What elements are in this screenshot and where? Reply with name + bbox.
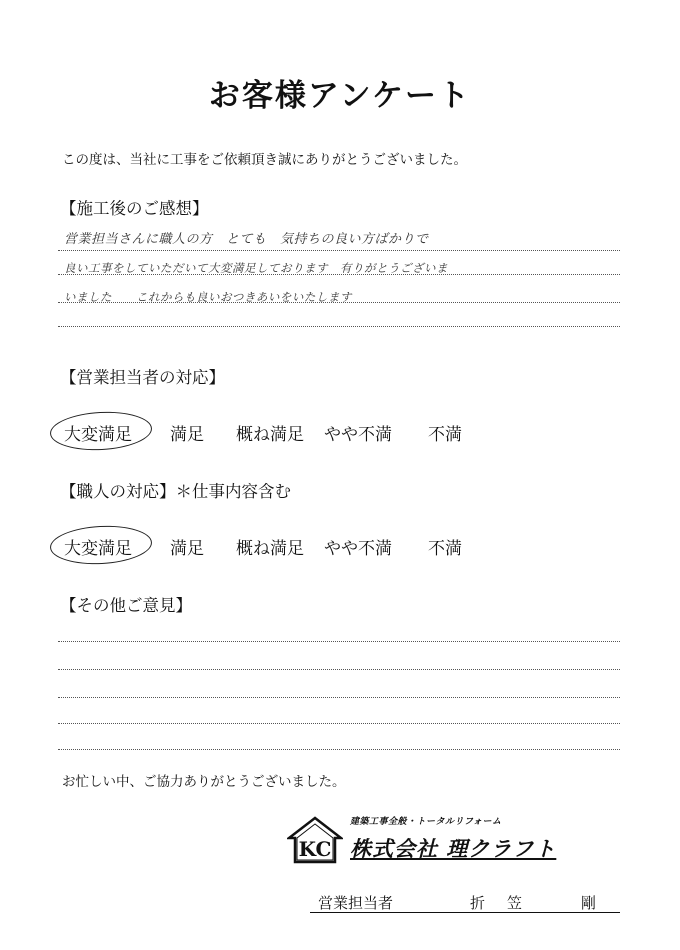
other-rule-2 (58, 669, 620, 670)
page-title: お客様アンケート (208, 78, 472, 114)
representative-label: 営業担当者 (318, 894, 394, 912)
logo-company-name: 株式会社 理クラフト (350, 837, 557, 861)
impressions-heading: 【施工後のご感想】 (60, 199, 209, 218)
sales-rep-option-satisfied[interactable]: 満足 (170, 425, 204, 445)
logo-tagline: 建築工事全般・トータルリフォーム (350, 817, 502, 827)
other-rule-3 (58, 697, 620, 698)
house-logo-icon (287, 816, 343, 864)
craftsman-option-very-satisfied[interactable]: 大変満足 (64, 539, 132, 559)
impressions-rule-2 (58, 274, 620, 275)
impressions-rule-4 (58, 326, 620, 327)
craftsman-option-dissatisfied[interactable]: 不満 (428, 539, 462, 559)
representative-name: 折笠 剛 (470, 894, 619, 912)
logo-mark-text: KC (298, 837, 332, 861)
signature-line (310, 912, 620, 913)
sales-rep-option-dissatisfied[interactable]: 不満 (428, 425, 462, 445)
craftsman-option-satisfied[interactable]: 満足 (170, 539, 204, 559)
handwritten-line-2: 良い工事をしていただいて大変満足しております 有りがとうございま (64, 261, 448, 275)
closing-text: お忙しい中、ご協力ありがとうございました。 (62, 774, 346, 790)
sales-rep-option-somewhat-dissatisfied[interactable]: やや不満 (324, 425, 392, 445)
sales-rep-heading: 【営業担当者の対応】 (60, 368, 225, 387)
handwritten-line-3: いました これからも良いおつきあいをいたします (64, 290, 352, 304)
other-rule-5 (58, 749, 620, 750)
sales-rep-option-mostly-satisfied[interactable]: 概ね満足 (236, 425, 304, 445)
craftsman-option-somewhat-dissatisfied[interactable]: やや不満 (324, 539, 392, 559)
handwritten-line-1: 営業担当さんに職人の方 とても 気持ちの良い方ばかりで (64, 232, 429, 247)
impressions-rule-1 (58, 250, 620, 251)
other-heading: 【その他ご意見】 (60, 596, 192, 615)
other-rule-4 (58, 723, 620, 724)
impressions-rule-3 (58, 302, 620, 303)
other-rule-1 (58, 641, 620, 642)
intro-text: この度は、当社に工事をご依頼頂き誠にありがとうございました。 (62, 152, 467, 168)
sales-rep-option-very-satisfied[interactable]: 大変満足 (64, 425, 132, 445)
craftsman-option-mostly-satisfied[interactable]: 概ね満足 (236, 539, 304, 559)
craftsman-heading: 【職人の対応】＊仕事内容含む (60, 482, 291, 501)
